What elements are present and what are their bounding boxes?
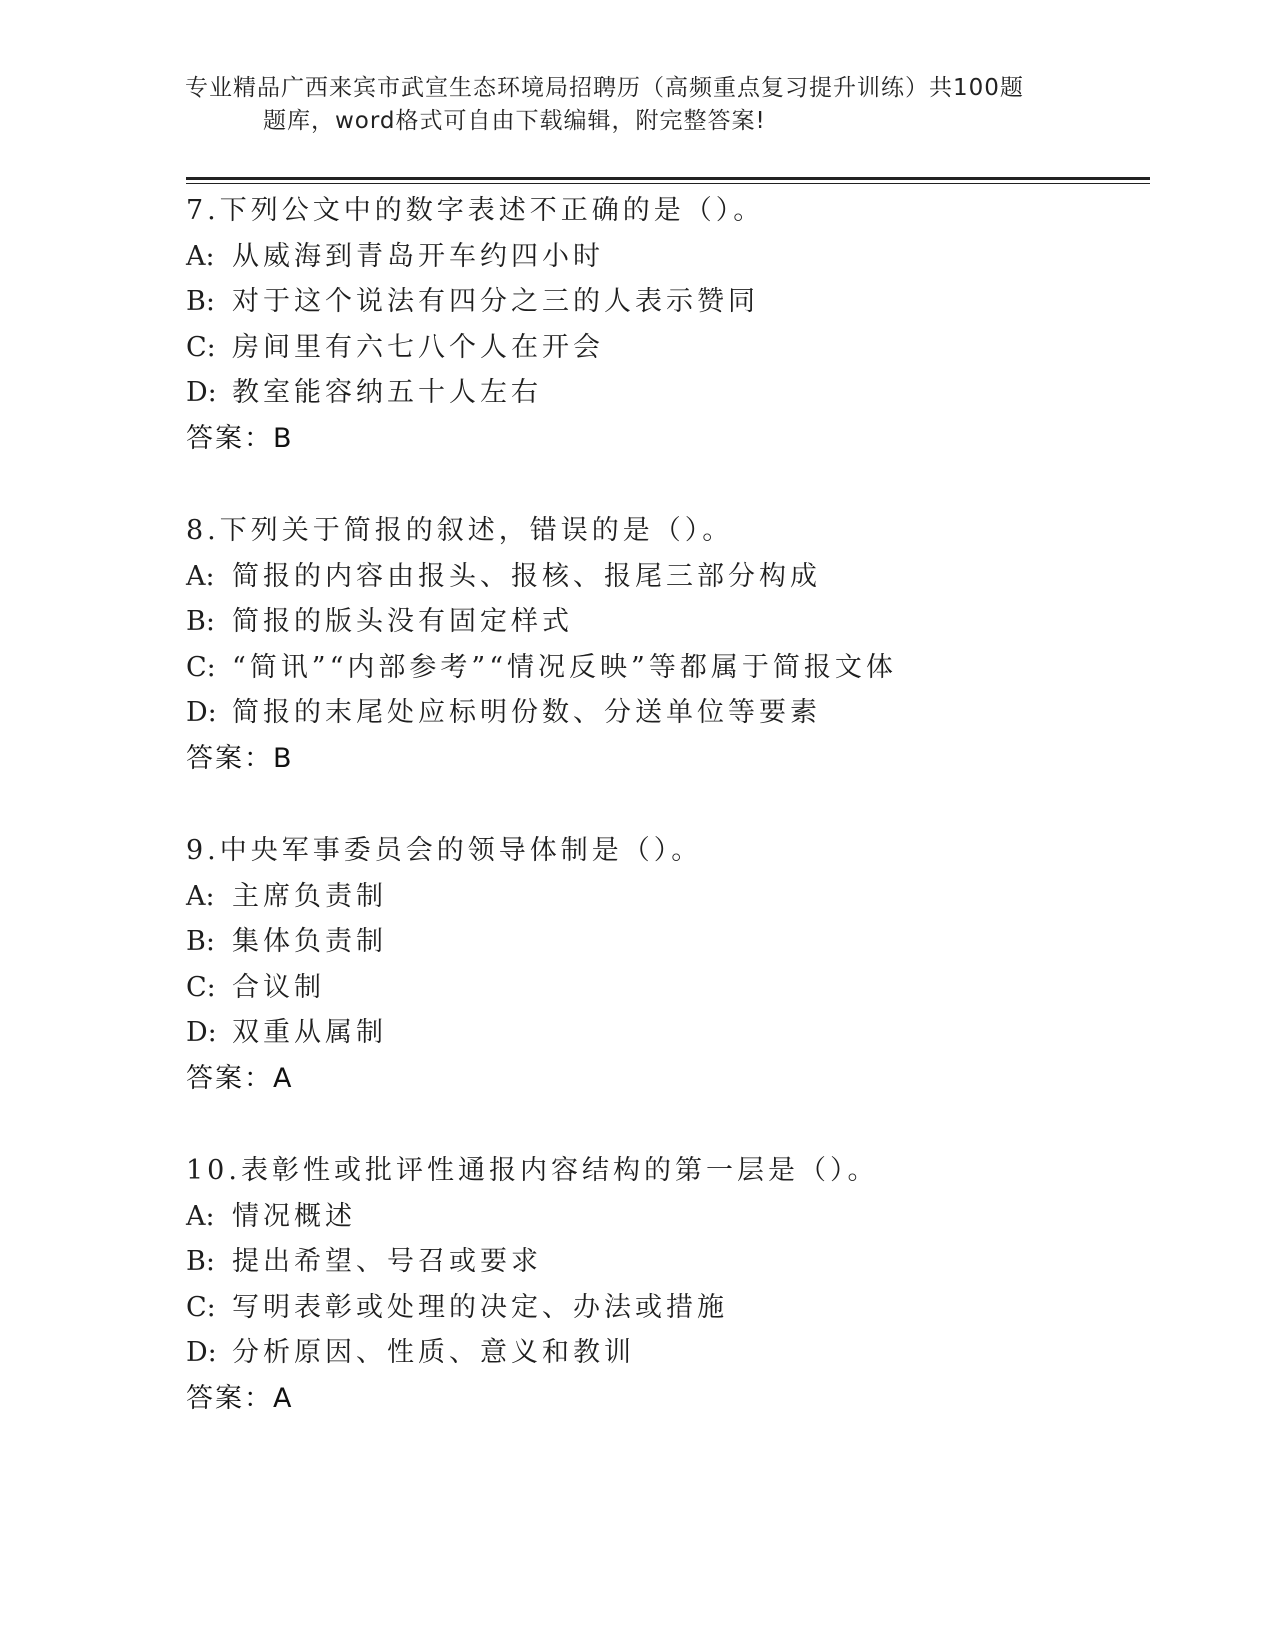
option-text: 提出希望、号召或要求 — [232, 1246, 542, 1277]
option-key: A: — [186, 560, 215, 592]
option-text: 简报的末尾处应标明份数、分送单位等要素 — [232, 697, 821, 728]
option-d — [186, 690, 1146, 736]
option-text: 情况概述 — [232, 1200, 356, 1232]
option-key: C: — [186, 331, 216, 363]
option-key: A: — [186, 1200, 215, 1232]
question-stem: 9.中央军事委员会的领导体制是（）。 — [186, 835, 703, 866]
question-block-8 — [186, 508, 1146, 781]
document-header — [185, 72, 1065, 138]
option-text: 分析原因、性质、意义和教训 — [232, 1337, 635, 1368]
question-stem: 8.下列关于简报的叙述，错误的是（）。 — [186, 515, 734, 546]
option-d — [186, 1010, 1146, 1056]
option-key: D: — [186, 377, 217, 408]
option-a — [186, 234, 1146, 280]
option-text: 对于这个说法有四分之三的人表示赞同 — [232, 286, 759, 317]
option-b — [186, 599, 1146, 645]
option-text: 简报的内容由报头、报核、报尾三部分构成 — [232, 560, 821, 592]
option-c — [186, 645, 1146, 691]
option-d — [186, 1330, 1146, 1376]
option-key: B: — [186, 1246, 215, 1277]
answer-line: 答案：A — [186, 1382, 294, 1414]
option-a — [186, 874, 1146, 920]
question-block-7 — [186, 188, 1146, 461]
option-text: 主席负责制 — [232, 880, 387, 912]
option-text: 简报的版头没有固定样式 — [232, 606, 573, 637]
option-text: 集体负责制 — [232, 926, 387, 957]
question-stem: 10.表彰性或批评性通报内容结构的第一层是（）。 — [186, 1155, 879, 1186]
option-text: “简讯”“内部参考”“情况反映”等都属于简报文体 — [232, 651, 897, 683]
option-key: B: — [186, 286, 215, 317]
option-key: D: — [186, 1337, 217, 1368]
answer-line: 答案：A — [186, 1062, 294, 1094]
question-block-9 — [186, 828, 1146, 1101]
option-key: B: — [186, 926, 215, 957]
option-key: C: — [186, 971, 216, 1003]
option-key: D: — [186, 697, 217, 728]
option-b — [186, 1239, 1146, 1285]
option-key: D: — [186, 1017, 217, 1048]
answer-line: 答案：B — [186, 422, 294, 454]
answer-line: 答案：B — [186, 742, 294, 774]
option-key: C: — [186, 1291, 216, 1323]
option-key: C: — [186, 651, 216, 683]
question-block-10 — [186, 1148, 1146, 1421]
header-title-line2: 题库，word格式可自由下载编辑，附完整答案! — [263, 108, 766, 134]
question-stem: 7.下列公文中的数字表述不正确的是（）。 — [186, 195, 765, 226]
header-divider-thick — [186, 177, 1150, 180]
option-b — [186, 919, 1146, 965]
option-c — [186, 325, 1146, 371]
option-text: 合议制 — [232, 971, 325, 1003]
option-key: A: — [186, 880, 215, 912]
option-key: A: — [186, 240, 215, 272]
option-text: 房间里有六七八个人在开会 — [232, 331, 604, 363]
option-a — [186, 1194, 1146, 1240]
option-b — [186, 279, 1146, 325]
option-text: 写明表彰或处理的决定、办法或措施 — [232, 1291, 728, 1323]
header-divider-thin — [186, 183, 1150, 184]
option-text: 教室能容纳五十人左右 — [232, 377, 542, 408]
option-c — [186, 1285, 1146, 1331]
option-key: B: — [186, 606, 215, 637]
option-d — [186, 370, 1146, 416]
question-list — [186, 188, 1146, 1421]
option-c — [186, 965, 1146, 1011]
option-a — [186, 554, 1146, 600]
header-title-line1: 专业精品广西来宾市武宣生态环境局招聘历（高频重点复习提升训练）共100题 — [185, 75, 1024, 101]
option-text: 双重从属制 — [232, 1017, 387, 1048]
option-text: 从威海到青岛开车约四小时 — [232, 240, 604, 272]
